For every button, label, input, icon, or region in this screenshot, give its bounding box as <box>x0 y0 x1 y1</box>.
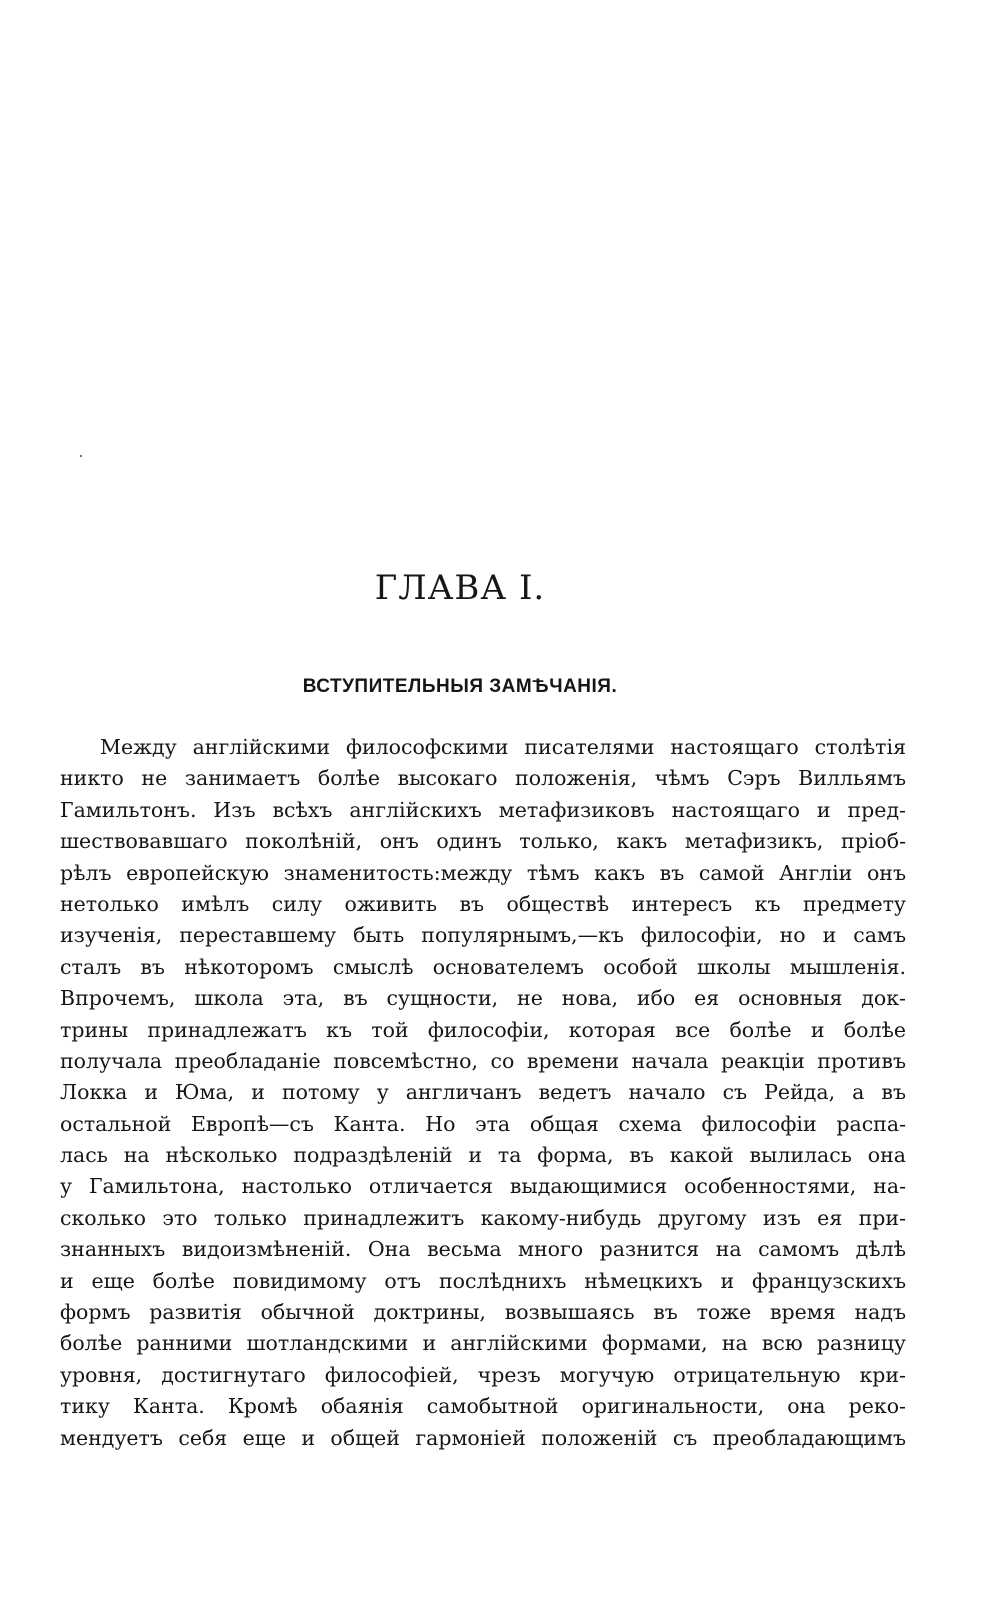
text-line: болѣе ранними шотландскими и англійскими формами, на всю разницу <box>60 1331 906 1356</box>
text-line: Между англійскими философскими писателями настоящаго столѣтія <box>100 735 906 759</box>
text-line: получала преобладаніе повсемѣстно, со времени начала реакціи противъ <box>60 1048 906 1073</box>
text-line: мендуетъ себя еще и общей гармоніей положеній съ преобладающимъ <box>60 1425 906 1450</box>
text-line: Гамильтонъ. Изъ всѣхъ англійскихъ метафизиковъ настоящаго и пред- <box>60 797 906 822</box>
text-line: никто не занимаетъ болѣе высокаго положенія, чѣмъ Сэръ Вилльямъ <box>60 766 906 791</box>
text-line: формъ развитія обычной доктрины, возвышаясь въ тоже время надъ <box>60 1300 906 1325</box>
paper-speck <box>80 455 82 457</box>
text-line: знанныхъ видоизмѣненій. Она весьма много разнится на самомъ дѣлѣ <box>60 1237 906 1262</box>
text-line: тику Канта. Кромѣ обаянія самобытной оригинальности, она реко- <box>60 1394 906 1419</box>
text-line: у Гамильтона, настолько отличается выдающимися особенностями, на- <box>60 1174 906 1199</box>
text-line: шествовавшаго поколѣній, онъ одинъ только, какъ метафизикъ, пріоб- <box>60 829 906 854</box>
text-line: нетолько имѣлъ силу оживить въ обществѣ интересъ къ предмету <box>60 891 906 916</box>
text-line: остальной Европѣ—съ Канта. Но эта общая схема философіи распа- <box>60 1111 906 1136</box>
text-line: сталъ въ нѣкоторомъ смыслѣ основателемъ особой школы мышленія. <box>60 954 906 979</box>
text-line: изученія, переставшему быть популярнымъ,—къ философіи, но и самъ <box>60 923 906 948</box>
text-line: уровня, достигнутаго философіей, чрезъ могучую отрицательную кри- <box>60 1362 906 1387</box>
text-line: сколько это только принадлежитъ какому-нибудь другому изъ ея при- <box>60 1205 906 1230</box>
text-line: Локка и Юма, и потому у англичанъ ведетъ начало съ Рейда, а въ <box>60 1080 906 1105</box>
text-line: рѣлъ европейскую знаменитость:между тѣмъ какъ въ самой Англіи онъ <box>60 860 906 885</box>
text-line: лась на нѣсколько подраздѣленій и та форма, въ какой вылилась она <box>60 1143 906 1168</box>
text-line: и еще болѣе повидимому отъ послѣднихъ нѣмецкихъ и французскихъ <box>60 1268 906 1293</box>
text-line: Впрочемъ, школа эта, въ сущности, не нова, ибо ея основныя док- <box>60 986 906 1011</box>
body-paragraph <box>60 732 906 1454</box>
section-title: ВСТУПИТЕЛЬНЫЯ ЗАМѢЧАНІЯ. <box>302 676 618 697</box>
chapter-title: ГЛАВА I. <box>374 568 546 608</box>
text-line: трины принадлежатъ къ той философіи, которая все болѣе и болѣе <box>60 1017 906 1042</box>
